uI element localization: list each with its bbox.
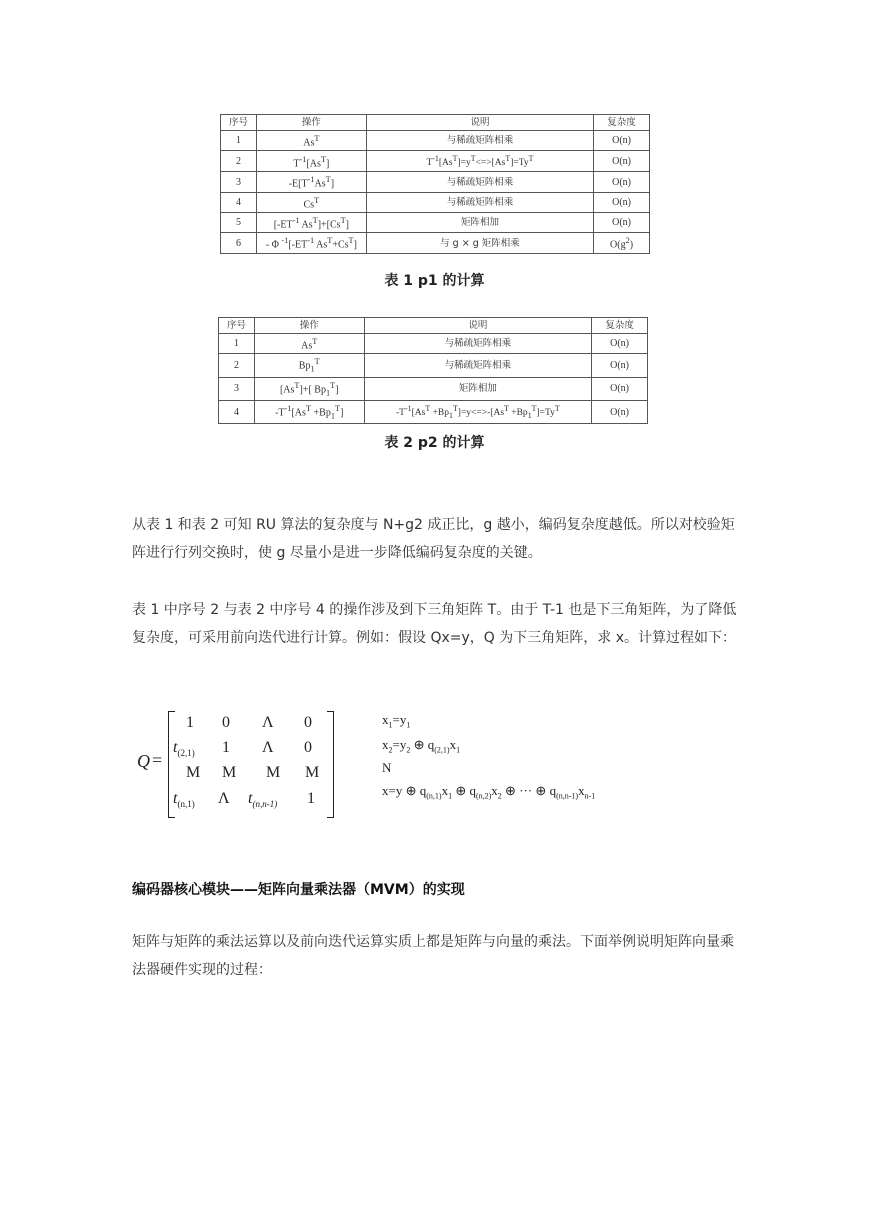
matrix-cell: Λ [218, 790, 230, 807]
right-bracket [327, 711, 334, 818]
table-cell: O(n) [592, 334, 648, 354]
table-row [219, 334, 648, 354]
table-cell: $Bp_1^T$ [254, 354, 364, 377]
matrix-cell: M [186, 764, 201, 781]
matrix-cell: 1 [222, 739, 230, 756]
table-row [221, 213, 650, 233]
matrix-cell: 0 [222, 714, 230, 731]
table-cell: 矩阵相加 [366, 213, 593, 233]
table-cell: 与稀疏矩阵相乘 [366, 131, 593, 151]
table-cell: $-T^{-1}[As^T +Bp_1^T]=y<=>-[As^T +Bp_1^T]=Ty^T$ [364, 400, 592, 423]
matrix-cell: 1 [307, 790, 315, 807]
header-cell: 序号 [221, 115, 257, 131]
paragraph-complexity: 从表 1 和表 2 可知 RU 算法的复杂度与 N+g2 成正比，g 越小，编码复杂度越低。所以对校验矩阵进行行列交换时，使 g 尽量小是进一步降低编码复杂度的关键。 [132, 517, 735, 561]
matrix-cell: $t_{(2,1)}$ [173, 739, 195, 759]
equation-line: $x_2=y_2$ ⊕ $q_{(2,1)}x_1$ [382, 737, 461, 755]
table-cell: O(n) [594, 213, 650, 233]
table-cell: $-E[T^{-1}As^T]$ [256, 172, 366, 192]
table-cell: 与稀疏矩阵相乘 [366, 192, 593, 212]
table-cell: O(n) [594, 151, 650, 172]
table-row [221, 192, 650, 212]
matrix-label: Q [137, 751, 150, 771]
table-cell: [$-ET^{-1}$ $As^T]+[Cs^T]$ [256, 213, 366, 233]
table-cell: 矩阵相加 [364, 377, 592, 400]
table-row [221, 172, 650, 192]
table-cell: 1 [221, 131, 257, 151]
equation-line: $x_1=y_1$ [382, 712, 411, 730]
table-cell: O(n) [594, 172, 650, 192]
matrix-cell: Λ [262, 714, 274, 731]
table-cell: 与稀疏矩阵相乘 [364, 354, 592, 377]
matrix-cell: 0 [304, 739, 312, 756]
header-cell: 说明 [366, 115, 593, 131]
table-row [221, 131, 650, 151]
table-cell: 与稀疏矩阵相乘 [366, 172, 593, 192]
table-p1-calculation [220, 114, 650, 254]
header-cell: 说明 [364, 318, 592, 334]
matrix-cell: M [266, 764, 281, 781]
table-cell: O(n) [592, 400, 648, 423]
table-cell: 4 [219, 400, 255, 423]
table-cell: O(n) [592, 377, 648, 400]
table-cell: $[As^T]+$[ $Bp_1^T$] [254, 377, 364, 400]
section-heading: 编码器核心模块——矩阵向量乘法器（MVM）的实现 [132, 882, 465, 898]
table-cell: 1 [219, 334, 255, 354]
table-cell: 2 [221, 151, 257, 172]
table-cell: $O(g^2)$ [594, 233, 650, 253]
table-row [219, 377, 648, 400]
table-cell: $T^{-1}[As^T]$ [256, 151, 366, 172]
table-cell: 5 [221, 213, 257, 233]
equation-line: x=y ⊕ $q_{(n,1)}x_1$ ⊕ $q_{(n,2)}x_2$ ⊕ ··· ⊕ $q_{(n,n-1)}x_{n-1}$ [382, 783, 596, 801]
equals-sign: = [152, 750, 163, 770]
equation-line: Ν [382, 760, 392, 775]
table-row [221, 151, 650, 172]
matrix-cell: Λ [262, 739, 274, 756]
table-cell: - Φ $^{-1}[-ET^{-1}$ $As^T+Cs^T$] [256, 233, 366, 253]
matrix-cell: 0 [304, 714, 312, 731]
table-cell: $-T^{-1}[As^T +Bp_1^T]$ [254, 400, 364, 423]
table-cell: 与 g × g 矩阵相乘 [366, 233, 593, 253]
table-cell: O(n) [592, 354, 648, 377]
table-cell: $T^{-1}[As^T]=y^T<=>[As^T]=Ty^T$ [366, 151, 593, 172]
matrix-cell: 1 [186, 714, 194, 731]
table-cell: 6 [221, 233, 257, 253]
table-cell: O(n) [594, 192, 650, 212]
table-cell: 2 [219, 354, 255, 377]
header-cell: 操作 [254, 318, 364, 334]
paragraph-mvm: 矩阵与矩阵的乘法运算以及前向迭代运算实质上都是矩阵与向量的乘法。下面举例说明矩阵向量乘法器硬件实现的过程： [132, 934, 734, 978]
header-cell: 序号 [219, 318, 255, 334]
table-cell: $As^T$ [256, 131, 366, 151]
table1-caption: 表 1 p1 的计算 [384, 273, 485, 289]
table-cell: O(n) [594, 131, 650, 151]
table-cell: $Cs^T$ [256, 192, 366, 212]
table-cell: $As^T$ [254, 334, 364, 354]
header-cell: 操作 [256, 115, 366, 131]
table-row [221, 233, 650, 253]
paragraph-forward-iteration: 表 1 中序号 2 与表 2 中序号 4 的操作涉及到下三角矩阵 T。由于 T-1 也是下三角矩阵，为了降低复杂度，可采用前向迭代进行计算。例如：假设 Qx=y，Q 为下三角矩阵，求 x。计算过程如下： [132, 602, 737, 646]
table2-caption: 表 2 p2 的计算 [384, 435, 485, 451]
table-row [219, 354, 648, 377]
table-cell: 3 [219, 377, 255, 400]
header-cell: 复杂度 [594, 115, 650, 131]
table-header-row [219, 318, 648, 334]
table-row [219, 400, 648, 423]
matrix-cell: M [305, 764, 320, 781]
table-cell: 3 [221, 172, 257, 192]
matrix-cell: $t_{(n,n-1)}$ [248, 790, 278, 810]
matrix-cell: M [222, 764, 237, 781]
table-header-row [221, 115, 650, 131]
table-cell: 4 [221, 192, 257, 212]
table-cell: 与稀疏矩阵相乘 [364, 334, 592, 354]
table-p2-calculation [218, 317, 648, 424]
header-cell: 复杂度 [592, 318, 648, 334]
matrix-cell: $t_{(n,1)}$ [173, 790, 195, 810]
